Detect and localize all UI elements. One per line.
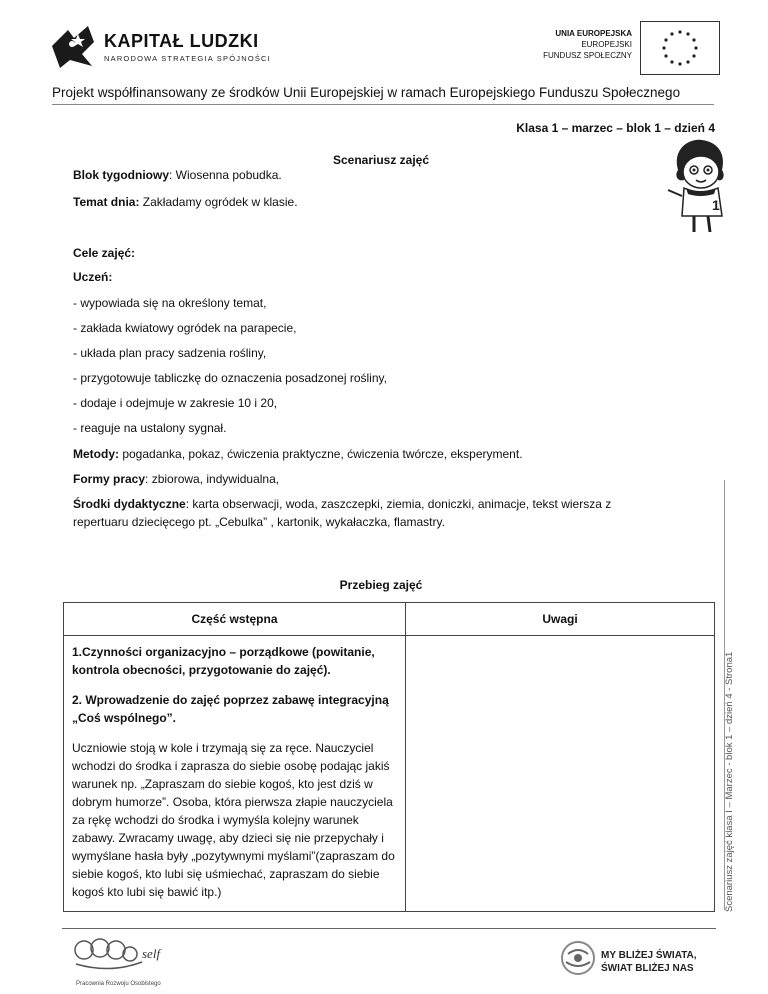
goal-item: - wypowiada się na określony temat, <box>73 296 267 310</box>
goal-item: - zakłada kwiatowy ogródek na parapecie, <box>73 321 297 335</box>
temat-value: Zakładamy ogródek w klasie. <box>139 195 298 209</box>
table-header-divider <box>64 635 714 636</box>
pro-logo-icon <box>70 934 170 976</box>
kl-subtitle: NARODOWA STRATEGIA SPÓJNOŚCI <box>104 54 271 63</box>
eu-line3: FUNDUSZ SPOŁECZNY <box>543 51 632 60</box>
globe-people-icon <box>560 940 596 976</box>
formy-label: Formy pracy <box>73 472 146 486</box>
blok-value: : Wiosenna pobudka. <box>169 168 282 182</box>
step-1: 1.Czynności organizacyjno – porządkowe (powitanie, kontrola obecności, przygotowanie do zajęć). <box>72 645 375 677</box>
eu-flag-icon <box>640 21 720 75</box>
goal-item: - układa plan pracy sadzenia rośliny, <box>73 346 267 360</box>
blok-line <box>73 168 282 182</box>
footer-slogan <box>601 949 697 975</box>
footer-left-caption: Pracownia Rozwoju Osobistego <box>76 981 161 987</box>
srodki-line-2: repertuaru dziecięcego pt. „Cebulka” , kartonik, wykałaczka, flamastry. <box>73 515 445 529</box>
temat-label: Temat dnia: <box>73 195 140 209</box>
goal-item: - dodaje i odejmuje w zakresie 10 i 20, <box>73 396 278 410</box>
mascot-girl-illustration <box>660 136 740 236</box>
metody-value: pogadanka, pokaz, ćwiczenia praktyczne, ćwiczenia twórcze, eksperyment. <box>119 447 523 461</box>
side-page-label: Scenariusz zajęć klasa I – Marzec - blok 1 – dzień 4 - Strona1 <box>724 651 735 912</box>
uczen-label: Uczeń: <box>73 270 113 284</box>
footer-slogan-line1: MY BLIŻEJ ŚWIATA, <box>601 950 697 961</box>
document-title: Scenariusz zajęć <box>332 153 430 167</box>
eu-text <box>480 28 632 61</box>
metody-label: Metody: <box>73 447 119 461</box>
formy-line <box>73 472 279 486</box>
metody-line <box>73 447 523 461</box>
kl-title: KAPITAŁ LUDZKI <box>104 31 259 51</box>
eu-line1: UNIA EUROPEJSKA <box>555 29 632 38</box>
project-line: Projekt współfinansowany ze środków Unii Europejskiej w ramach Europejskiego Funduszu Społecznego <box>52 85 681 100</box>
table-column-divider <box>405 603 406 911</box>
svg-text:1: 1 <box>712 197 720 213</box>
formy-value: : zbiorowa, indywidualna, <box>145 472 280 486</box>
srodki-line <box>73 497 611 511</box>
temat-line <box>73 195 298 209</box>
step-2: 2. Wprowadzenie do zajęć poprzez zabawę integracyjną „Coś wspólnego”. <box>72 693 389 725</box>
footer-slogan-line2: ŚWIAT BLIŻEJ NAS <box>601 963 694 974</box>
lesson-table <box>63 602 715 912</box>
eu-line2: EUROPEJSKI <box>581 40 632 49</box>
table-header-uwagi: Uwagi <box>542 612 578 626</box>
step-2-description: Uczniowie stoją w kole i trzymają się za ręce. Nauczyciel wchodzi do środka i zaprasza do siebie osobę podając jakiś warunek np. „Zapraszam do siebie kogoś, kto jest dziś w dobrym humorze”. Osoba, która pierwsza złapie nauczyciela za rękę wchodzi do środka i wymyśla kolejny warunek zabawy. Zwracamy uwagę, aby dzieci się nie przepychały i wymyślane hasła były „pozytywnymi myślami”(zapraszam do siebie kogoś, kto lubi się uśmiechać, zapraszam do siebie kogoś kto lubi się bawić itp.) <box>72 741 395 899</box>
header-divider <box>52 104 714 105</box>
cele-label: Cele zajęć: <box>73 246 136 260</box>
table-header-czesc-wstepna: Część wstępna <box>191 612 278 626</box>
srodki-label: Środki dydaktyczne <box>73 497 186 511</box>
footer-left-logo <box>70 934 170 989</box>
goal-item: - reaguje na ustalony sygnał. <box>73 421 227 435</box>
srodki-value: : karta obserwacji, woda, zaszczepki, ziemia, doniczki, animacje, tekst wiersza z <box>185 497 612 511</box>
goal-item: - przygotowuje tabliczkę do oznaczenia posadzonej rośliny, <box>73 371 387 385</box>
class-header: Klasa 1 – marzec – blok 1 – dzień 4 <box>516 121 715 135</box>
svg-text:self: self <box>142 946 161 961</box>
table-cell-content <box>72 643 402 913</box>
przebieg-heading: Przebieg zajęć <box>339 578 423 592</box>
footer-divider <box>62 928 716 929</box>
blok-label: Blok tygodniowy <box>73 168 169 182</box>
